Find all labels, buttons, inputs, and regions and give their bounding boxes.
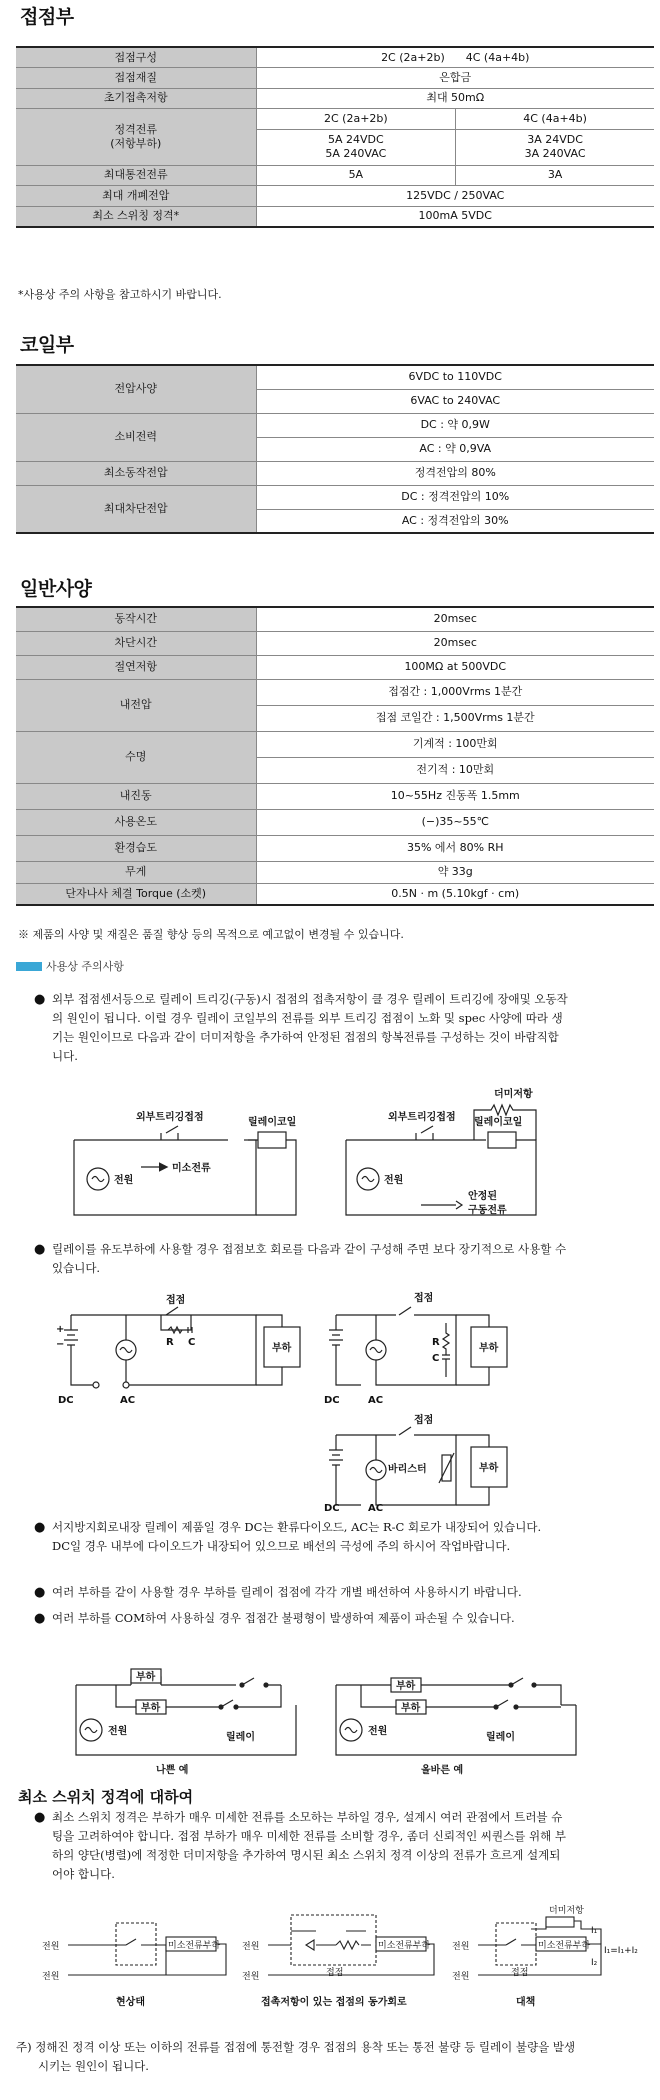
text-line: 주) 정해진 정격 이상 또는 이하의 전류를 접점에 통전할 경우 접점의 용착 또는 통전 불량 등 릴레이 불량을 발생	[16, 2040, 576, 2054]
text-line: 여러 부하를 COM하여 사용하실 경우 접점간 불평형이 발생하여 제품이 파손될 수 있습니다.	[52, 1611, 515, 1625]
caption-current: 현상태	[116, 1997, 145, 2008]
label-relay-a: 릴레이	[226, 1732, 255, 1743]
table-row	[16, 655, 654, 679]
value-4c	[456, 129, 654, 165]
text-line: 어야 합니다.	[52, 1867, 115, 1881]
col-header-2c: 2C (2a+2b)	[256, 109, 456, 130]
label-line: 정격전류	[114, 122, 157, 136]
row-value: 전기적 : 10만회	[256, 757, 654, 783]
caution-bullet-1	[16, 990, 656, 1066]
row-value: AC : 정격전압의 30%	[256, 509, 654, 533]
label-dc-3: DC	[324, 1503, 340, 1514]
value-line: 3A 24VDC	[527, 133, 583, 146]
bullet-dot: ●	[34, 992, 46, 1007]
figure-dummy-resistor-circuit	[16, 1075, 656, 1235]
row-label: 수명	[16, 731, 256, 783]
label-power-2: 전원	[384, 1175, 404, 1186]
label-power-a: 전원	[108, 1726, 128, 1737]
text-line: 의 원인이 됩니다. 이럴 경우 릴레이 코일부의 전류를 외부 트리깅 접점이 노화 및 spec 사양에 따라 생	[52, 1011, 563, 1025]
table-row	[16, 631, 654, 655]
row-label: 단자나사 체결 Torque (소켓)	[16, 883, 256, 905]
row-value: DC : 약 0,9W	[256, 413, 654, 437]
row-label: 최대통전전류	[16, 165, 256, 186]
label-load-d: 부하	[401, 1703, 421, 1714]
figure-multi-load-wiring	[16, 1645, 656, 1775]
row-value: 최대 50mΩ	[256, 88, 654, 109]
label-ac-3: AC	[368, 1503, 384, 1514]
row-label: 내전압	[16, 679, 256, 731]
label-load-b: 부하	[141, 1703, 161, 1714]
label-load-2: 부하	[479, 1343, 499, 1354]
row-label: 최대차단전압	[16, 485, 256, 533]
row-label	[16, 109, 256, 166]
table-row	[16, 461, 654, 485]
row-value: 20msec	[256, 607, 654, 631]
table-row	[16, 835, 654, 861]
row-label: 초기접촉저항	[16, 88, 256, 109]
label-dummy: 더미저항	[549, 1906, 584, 1916]
text-line: 시키는 원인이 됩니다.	[38, 2059, 149, 2073]
value-line: 3A 240VAC	[524, 147, 586, 160]
general-spec-table	[16, 606, 654, 906]
row-label: 전압사양	[16, 365, 256, 413]
row-value: 정격전압의 80%	[256, 461, 654, 485]
row-value: 125VDC / 250VAC	[256, 186, 654, 207]
row-value: 2C (2a+2b) 4C (4a+4b)	[256, 47, 654, 68]
value-2c	[256, 129, 456, 165]
label-relay-b: 릴레이	[486, 1732, 515, 1743]
caution-bullet-4	[16, 1583, 656, 1602]
table-row	[16, 485, 654, 509]
text-line: 팅을 고려하여야 합니다. 접점 부하가 매우 미세한 전류를 소비할 경우, 좀더 신뢰적인 씨퀀스를 위해 부	[52, 1829, 566, 1843]
row-value: 0.5N · m (5.10kgf · cm)	[256, 883, 654, 905]
label-power-b: 전원	[368, 1726, 388, 1737]
label-micro-load-1: 미소전류부하	[168, 1941, 221, 1951]
row-label: 내진동	[16, 783, 256, 809]
table-row	[16, 68, 654, 89]
text-line: 릴레이를 유도부하에 사용할 경우 접점보호 회로를 다음과 같이 구성해 주면 보다 장기적으로 사용할 수	[52, 1242, 567, 1256]
label-load-a: 부하	[136, 1672, 156, 1683]
table-row	[16, 365, 654, 389]
row-value: 100MΩ at 500VDC	[256, 655, 654, 679]
table-row	[16, 679, 654, 705]
row-label: 최소동작전압	[16, 461, 256, 485]
cautions-header	[16, 958, 124, 974]
bullet-dot: ●	[34, 1242, 46, 1257]
label-i1: I₁	[591, 1926, 598, 1936]
label-power: 전원	[114, 1175, 134, 1186]
label-line: (저항부하)	[110, 136, 162, 150]
value-line: 5A 240VAC	[325, 147, 387, 160]
row-value: (−)35~55℃	[256, 809, 654, 835]
bullet-dot: ●	[34, 1611, 46, 1626]
table-row	[16, 731, 654, 757]
label-micro-current: 미소전류	[172, 1163, 211, 1174]
row-label: 소비전력	[16, 413, 256, 461]
label-power-1b: 전원	[42, 1972, 60, 1982]
row-value: 6VAC to 240VAC	[256, 389, 654, 413]
table-row	[16, 109, 654, 130]
row-label: 최대 개폐전압	[16, 186, 256, 207]
row-value: 접점간 : 1,000Vrms 1분간	[256, 679, 654, 705]
table-row	[16, 607, 654, 631]
label-contact-3: 접점	[511, 1968, 529, 1978]
row-label: 절연저항	[16, 655, 256, 679]
label-load-3: 부하	[479, 1463, 499, 1474]
table-row	[16, 165, 654, 186]
row-value: 약 33g	[256, 861, 654, 883]
label-relay-coil: 릴레이코일	[248, 1117, 297, 1128]
table-row	[16, 47, 654, 68]
caution-bullet-5	[16, 1609, 656, 1628]
label-contact-3: 접점	[414, 1415, 434, 1426]
row-value: 20msec	[256, 631, 654, 655]
row-value: AC : 약 0,9VA	[256, 437, 654, 461]
bullet-dot: ●	[34, 1585, 46, 1600]
row-label: 접점구성	[16, 47, 256, 68]
table-row	[16, 413, 654, 437]
label-i2: I₂	[591, 1958, 598, 1968]
label-c-2: C	[432, 1353, 440, 1364]
label-micro-load-2: 미소전류부하	[378, 1941, 431, 1951]
text-line: 니다.	[52, 1049, 78, 1063]
value-4c: 3A	[456, 165, 654, 186]
label-r: R	[166, 1337, 174, 1348]
table-row	[16, 186, 654, 207]
table-row	[16, 861, 654, 883]
row-value: 기계적 : 100만회	[256, 731, 654, 757]
row-label: 차단시간	[16, 631, 256, 655]
row-label: 사용온도	[16, 809, 256, 835]
label-varistor: 바리스터	[388, 1464, 427, 1475]
label-load: 부하	[272, 1343, 292, 1354]
label-power-3a: 전원	[452, 1942, 470, 1952]
label-micro-load-3: 미소전류부하	[538, 1941, 591, 1951]
min-switch-footnote	[16, 2038, 656, 2076]
row-value: DC : 정격전압의 10%	[256, 485, 654, 509]
label-ac-2: AC	[368, 1395, 384, 1406]
label-dc: DC	[58, 1395, 74, 1406]
label-itotal: I₁=I₁+I₂	[604, 1946, 638, 1956]
text-line: 있습니다.	[52, 1261, 101, 1275]
coil-section-title: 코일부	[20, 334, 74, 356]
row-value: 10~55Hz 진동폭 1.5mm	[256, 783, 654, 809]
text-line: 여러 부하를 같이 사용할 경우 부하를 릴레이 접점에 각각 개별 배선하여 사용하시기 바랍니다.	[52, 1585, 522, 1599]
col-header-4c: 4C (4a+4b)	[456, 109, 654, 130]
text-line: 하의 양단(병렬)에 적정한 더미저항을 추가하여 명시된 최소 스위치 정격 이상의 전류가 흐르게 설계되	[52, 1848, 561, 1862]
bullet-dot: ●	[34, 1520, 46, 1535]
label-contact-2: 접점	[414, 1293, 434, 1304]
row-value: 100mA 5VDC	[256, 206, 654, 227]
general-note: ※ 제품의 사양 및 재질은 품질 향상 등의 목적으로 예고없이 변경될 수 있습니다.	[18, 928, 404, 941]
caution-bullet-3	[16, 1518, 656, 1556]
value-2c: 5A	[256, 165, 456, 186]
text-line: DC일 경우 내부에 다이오드가 내장되어 있으므로 배선의 극성에 주의 하시어 작업바랍니다.	[52, 1539, 511, 1553]
label-power-2b: 전원	[242, 1972, 260, 1982]
row-label: 무게	[16, 861, 256, 883]
table-row	[16, 809, 654, 835]
caution-bullet-2	[16, 1240, 656, 1278]
label-dummy-res: 더미저항	[494, 1089, 533, 1100]
contact-section-title: 접점부	[20, 6, 74, 28]
label-c: C	[188, 1337, 196, 1348]
row-value: 접점 코일간 : 1,500Vrms 1분간	[256, 705, 654, 731]
caption-equivalent: 접촉저항이 있는 접점의 동가회로	[261, 1997, 407, 2008]
row-label: 환경습도	[16, 835, 256, 861]
label-ext-trigger-2: 외부트리깅접점	[388, 1112, 456, 1123]
figure-min-switch-circuits	[16, 1893, 656, 2018]
text-line: 최소 스위치 정격은 부하가 매우 미세한 전류를 소모하는 부하일 경우, 설계시 여러 관점에서 트러블 슈	[52, 1810, 563, 1824]
label-power-1a: 전원	[42, 1942, 60, 1952]
table-row	[16, 783, 654, 809]
figure-contact-protection	[16, 1285, 656, 1515]
value-line: 5A 24VDC	[327, 133, 384, 146]
min-switch-bullet	[16, 1808, 656, 1884]
label-minus: −	[56, 1339, 65, 1350]
label-ac: AC	[120, 1395, 136, 1406]
caption-right: 올바른 예	[421, 1765, 464, 1775]
contact-note: *사용상 주의 사항을 참고하시기 바랍니다.	[18, 288, 222, 301]
row-label: 접점재질	[16, 68, 256, 89]
label-relay-coil-2: 릴레이코일	[474, 1117, 523, 1128]
bullet-dot: ●	[34, 1810, 46, 1825]
label-r-2: R	[432, 1337, 440, 1348]
row-value: 6VDC to 110VDC	[256, 365, 654, 389]
label-stable-2: 구동전류	[468, 1205, 507, 1216]
coil-spec-table	[16, 364, 654, 534]
label-contact-2: 접점	[326, 1968, 344, 1978]
table-row	[16, 883, 654, 905]
label-contact: 접점	[166, 1295, 186, 1306]
caption-solution: 대책	[516, 1997, 536, 2008]
cautions-header-label: 사용상 주의사항	[46, 960, 124, 973]
row-value: 은합금	[256, 68, 654, 89]
label-load-c: 부하	[396, 1681, 416, 1692]
label-power-2a: 전원	[242, 1942, 260, 1952]
text-line: 기는 원인이므로 다음과 같이 더미저항을 추가하여 안정된 접점의 항복전류를 구성하는 것이 바람직합	[52, 1030, 559, 1044]
contact-spec-table	[16, 46, 654, 228]
header-bar	[16, 962, 42, 971]
min-switch-title: 최소 스위치 정격에 대하여	[18, 1788, 194, 1806]
general-section-title: 일반사양	[20, 578, 92, 600]
text-line: 서지방지회로내장 릴레이 제품일 경우 DC는 환류다이오드, AC는 R-C 회로가 내장되어 있습니다.	[52, 1520, 542, 1534]
label-ext-trigger: 외부트리깅접점	[136, 1112, 204, 1123]
label-stable-1: 안정된	[468, 1191, 497, 1202]
label-dc-2: DC	[324, 1395, 340, 1406]
row-label: 동작시간	[16, 607, 256, 631]
table-row	[16, 206, 654, 227]
label-plus: +	[56, 1324, 65, 1335]
caption-wrong: 나쁜 예	[156, 1765, 189, 1775]
table-row	[16, 88, 654, 109]
label-power-3b: 전원	[452, 1972, 470, 1982]
row-label: 최소 스위칭 정격*	[16, 206, 256, 227]
text-line: 외부 접점센서등으로 릴레이 트리깅(구동)시 접점의 접촉저항이 클 경우 릴레이 트리깅에 장애및 오동작	[52, 992, 568, 1006]
row-value: 35% 에서 80% RH	[256, 835, 654, 861]
